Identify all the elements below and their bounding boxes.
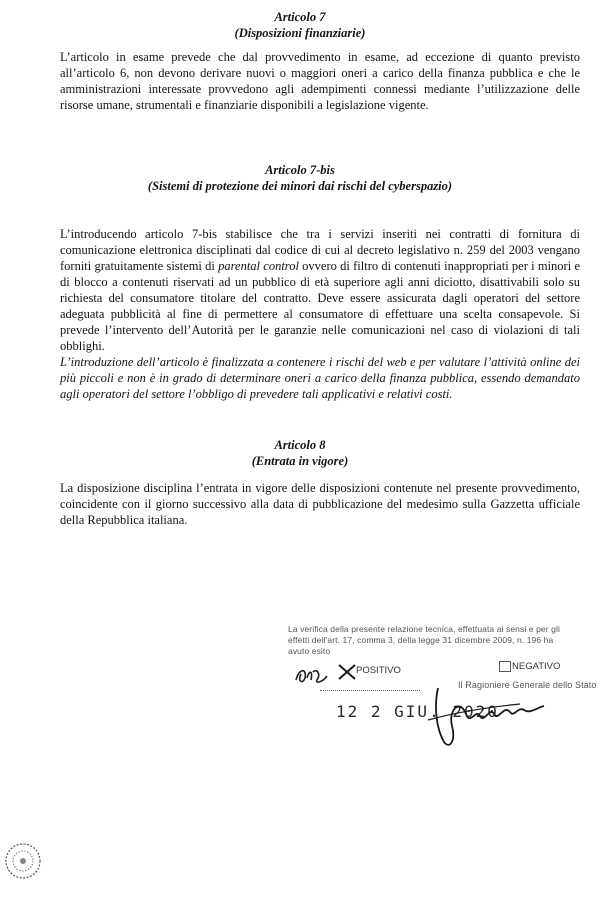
art7-subtitle: (Disposizioni finanziarie) [234, 26, 366, 40]
signature [420, 684, 550, 754]
art7bis-italic-body: L’introduzione dell’articolo è finalizzata a contenere i rischi del web e per valutare l’attività online dei più piccoli e non è in grado di determinare oneri a carico della finanza pubblica, essendo demandato agli operatori del settore l’obbligo di prevedere tali applicativi e relativi costi. [60, 355, 580, 401]
stamp-date: 12 2 GIU. 2020 [336, 702, 499, 721]
verification-line-3: avuto esito [288, 646, 331, 656]
art7bis-title: Articolo 7-bis [265, 163, 335, 177]
art7-body: L’articolo in esame prevede che dal provvedimento in esame, ad eccezione di quanto previsto all’articolo 6, non devono derivare nuovi o maggiori oneri a carico della finanza pubblica e che le amministrazioni interessate provvedono agli adempimenti connessi mediante l’utilizzazione delle risorse umane, strumentali e finanziarie disponibili a legislazione vigente. [60, 50, 580, 112]
negativo-checkbox [499, 661, 511, 672]
art7bis-body-em: parental control [218, 259, 299, 273]
art7bis-body [60, 226, 580, 354]
verification-text [288, 624, 588, 657]
negativo-label: NEGATIVO [512, 661, 561, 672]
art8-subtitle: (Entrata in vigore) [251, 454, 349, 468]
ragioniere-label: Il Ragioniere Generale dello Stato [458, 680, 597, 690]
initials-signature [293, 660, 333, 690]
art8-title: Articolo 8 [274, 438, 326, 452]
art7bis-body-part2: ovvero di filtro di contenuti inappropriati per i minori e di blocco a contenuti riservati ad un pubblico di età superiore agli anni diciotto, disattivabili solo su richiesta del consumatore titolare del contratto. Deve essere assicurata dagli operatori del settore adeguata pubblicità al fine di permettere al consumatore di effettuare una scelta consapevole. Si prevede l’intervento dell’Autorità per le garanzie nelle comunicazioni nel caso di violazioni di tali obblighi. [60, 259, 580, 353]
dotted-line [320, 690, 420, 691]
art7bis-subtitle: (Sistemi di protezione dei minori dai rischi del cyberspazio) [147, 179, 453, 193]
art7bis-body-part1: L’introducendo articolo 7-bis stabilisce che tra i servizi inseriti nei contratti di fornitura di comunicazione elettronica disciplinati dal codice di cui al decreto legislativo n. 259 del 2003 vengano forniti gratuitamente sistemi di [60, 227, 580, 273]
x-mark-icon [336, 662, 358, 682]
art8-body: La disposizione disciplina l’entrata in vigore delle disposizioni contenute nel presente provvedimento, coincidente con il giorno successivo alla data di pubblicazione del medesimo sulla Gazzetta ufficiale della Repubblica italiana. [60, 481, 580, 527]
art7-title: Articolo 7 [274, 10, 326, 24]
positivo-label: POSITIVO [356, 665, 401, 676]
verification-line-1: La verifica della presente relazione tecnica, effettuata ai sensi e per gli [288, 624, 560, 634]
seal-icon [2, 840, 44, 882]
verification-line-2: effetti dell’art. 17, comma 3, della legge 31 dicembre 2009, n. 196 ha [288, 635, 554, 645]
